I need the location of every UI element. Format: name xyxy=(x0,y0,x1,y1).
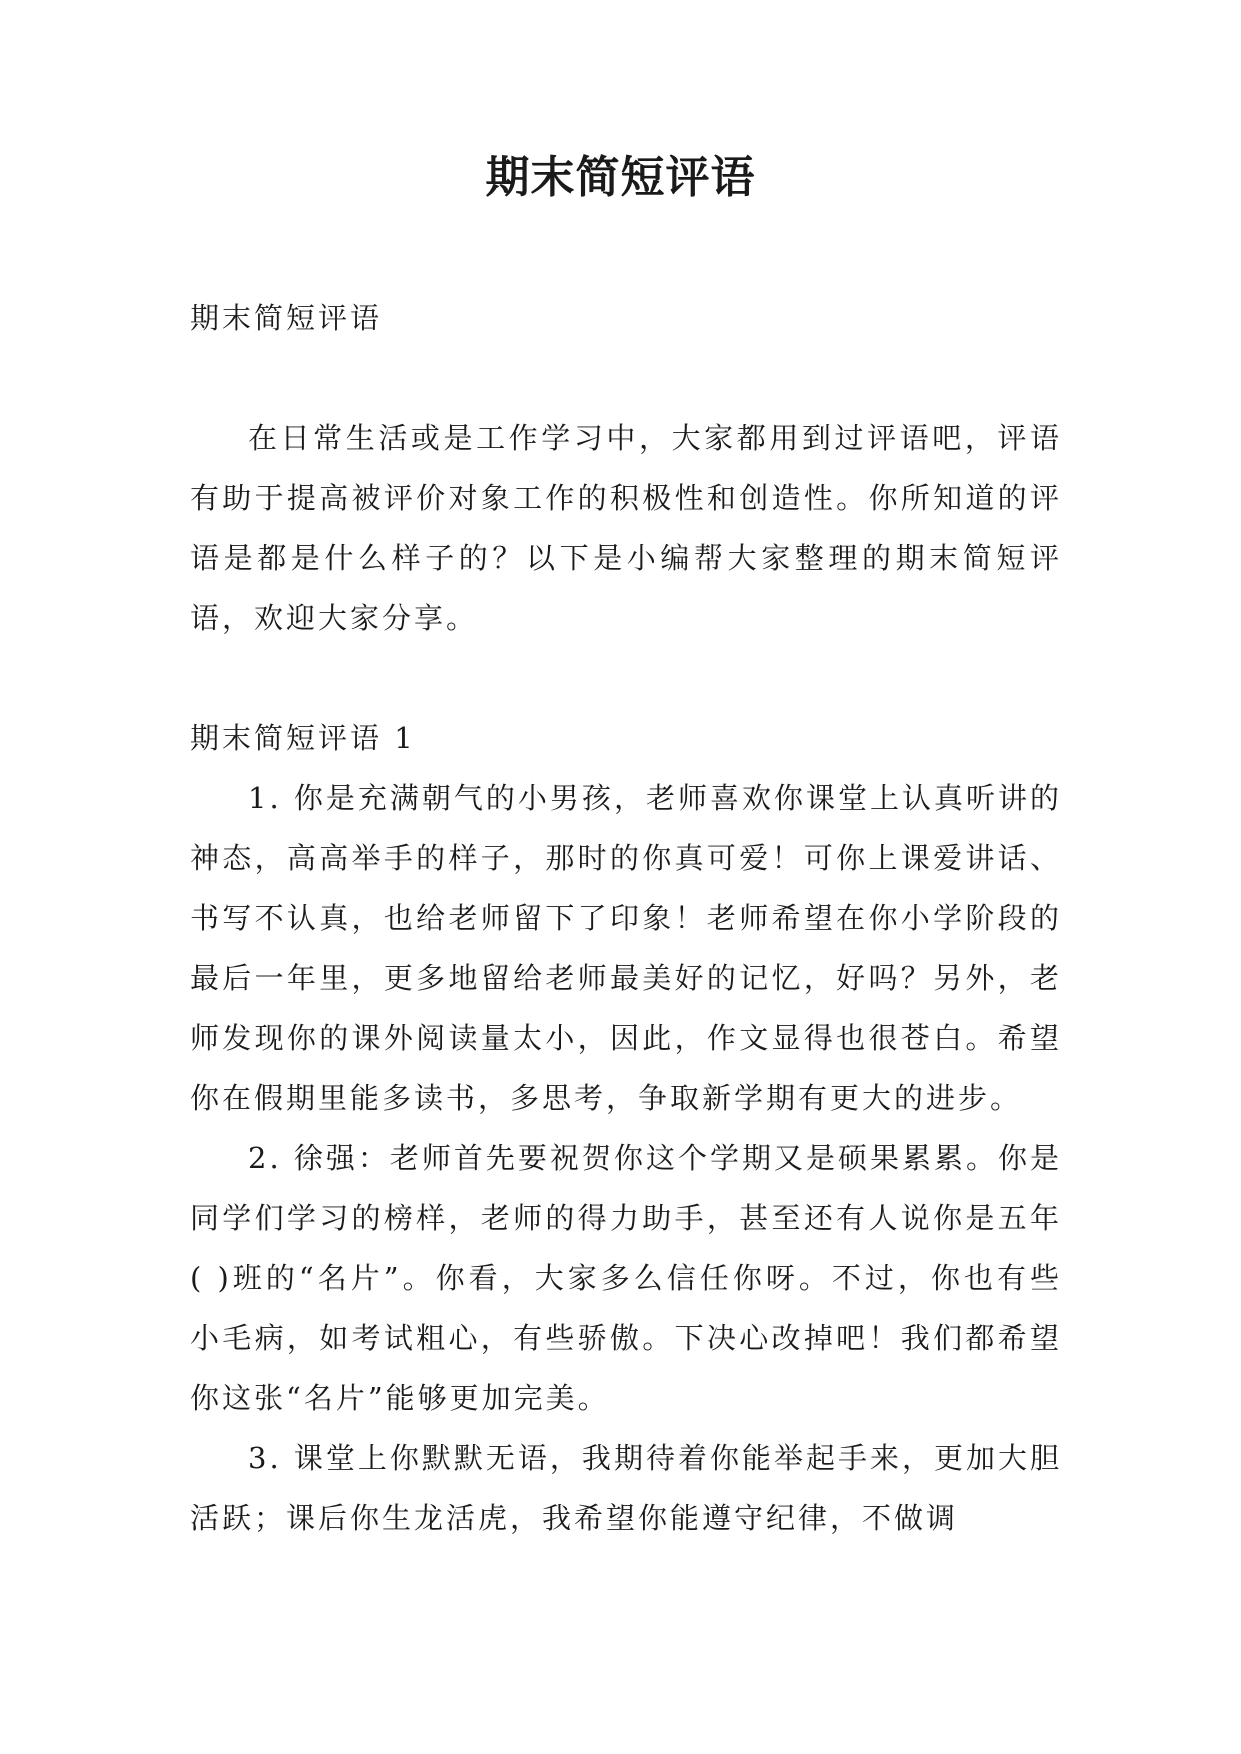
document-title: 期末简短评语 xyxy=(485,152,756,203)
section-heading: 期末简短评语 1 xyxy=(190,721,416,755)
intro-paragraph: 在日常生活或是工作学习中，大家都用到过评语吧，评语有助于提高被评价对象工作的积极性和创造性。你所知道的评语是都是什么样子的？以下是小编帮大家整理的期末简短评语，欢迎大家分享。 xyxy=(190,421,1062,635)
document-body xyxy=(190,288,1062,1548)
comment-item-1: 1. 你是充满朝气的小男孩，老师喜欢你课堂上认真听讲的神态，高高举手的样子，那时的你真可爱！可你上课爱讲话、书写不认真，也给老师留下了印象！老师希望在你小学阶段的最后一年里，更多地留给老师最美好的记忆，好吗？另外，老师发现你的课外阅读量太小，因此，作文显得也很苍白。希望你在假期里能多读书，多思考，争取新学期有更大的进步。 xyxy=(190,781,1062,1115)
comment-item-2: 2. 徐强：老师首先要祝贺你这个学期又是硕果累累。你是同学们学习的榜样，老师的得力助手，甚至还有人说你是五年( )班的“名片”。你看，大家多么信任你呀。不过，你也有些小毛病，如考试粗心，有些骄傲。下决心改掉吧！我们都希望你这张“名片”能够更加完美。 xyxy=(190,1141,1062,1415)
comment-item-3: 3. 课堂上你默默无语，我期待着你能举起手来，更加大胆活跃；课后你生龙活虎，我希望你能遵守纪律，不做调 xyxy=(190,1441,1062,1535)
document-subtitle: 期末简短评语 xyxy=(190,301,383,335)
